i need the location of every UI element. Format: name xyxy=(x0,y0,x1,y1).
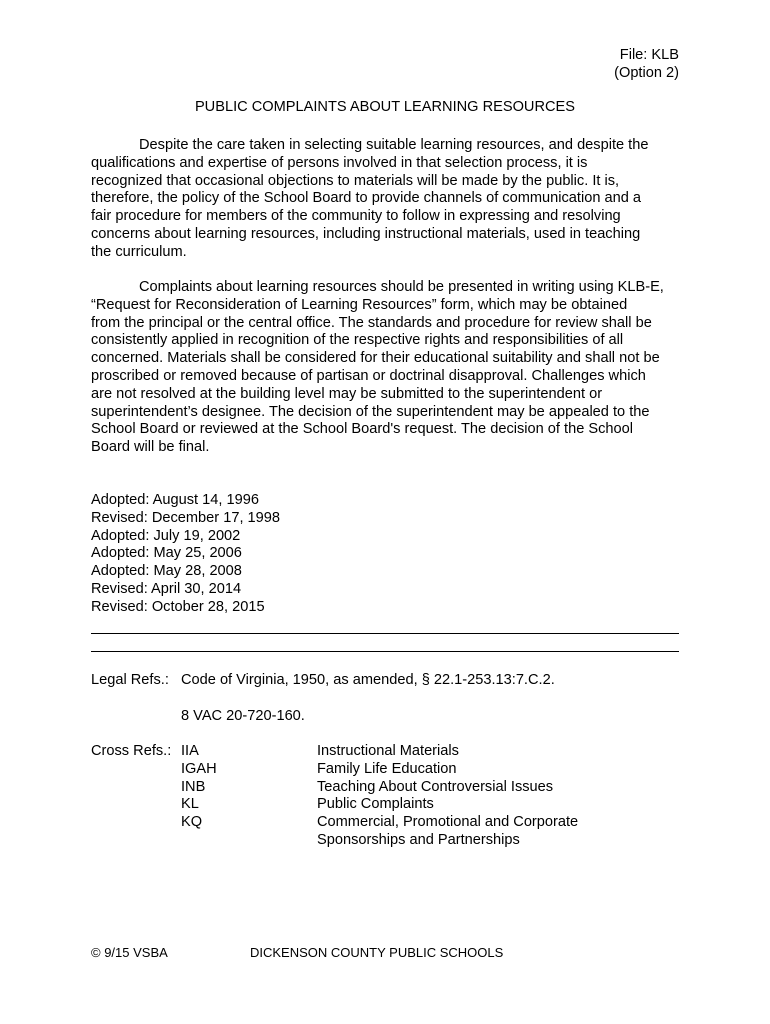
cross-ref-code: IGAH xyxy=(181,760,217,777)
paragraph-line: the curriculum. xyxy=(91,243,187,260)
cross-ref-code: KL xyxy=(181,796,199,813)
paragraph-line: consistently applied in recognition of the respective rights and responsibilities of all xyxy=(91,332,624,349)
history-entry: Revised: October 28, 2015 xyxy=(91,598,265,615)
paragraph-line: Complaints about learning resources should be presented in writing using KLB-E, xyxy=(139,279,664,295)
legal-refs-label: Legal Refs.: xyxy=(91,672,169,688)
paragraph-line: therefore, the policy of the School Board to provide channels of communication and a xyxy=(91,190,642,207)
cross-refs-label: Cross Refs.: xyxy=(91,743,172,759)
cross-ref-title: Commercial, Promotional and Corporate xyxy=(317,814,579,831)
cross-ref-code: INB xyxy=(181,778,206,795)
file-option: (Option 2) xyxy=(614,64,679,81)
cross-ref-title: Instructional Materials xyxy=(317,743,459,759)
cross-ref-titles xyxy=(317,743,578,850)
history-entry: Revised: April 30, 2014 xyxy=(91,580,242,597)
paragraph-line: qualifications and expertise of persons involved in that selection process, it is xyxy=(91,154,588,171)
cross-ref-title: Family Life Education xyxy=(317,760,457,777)
legal-ref-item: Code of Virginia, 1950, as amended, § 22.1-253.13:7.C.2. xyxy=(181,672,555,688)
file-code: File: KLB xyxy=(619,47,679,63)
history-entry: Adopted: July 19, 2002 xyxy=(91,527,241,544)
legal-ref-item: 8 VAC 20-720-160. xyxy=(181,708,305,724)
paragraph-line: proscribed or removed because of partisan or doctrinal disapproval. Challenges which xyxy=(91,367,646,384)
history-entry: Adopted: August 14, 1996 xyxy=(91,492,259,508)
history-entry: Adopted: May 25, 2006 xyxy=(91,545,242,562)
cross-ref-title: Sponsorships and Partnerships xyxy=(317,831,520,848)
revision-history xyxy=(91,492,280,617)
divider-bottom xyxy=(91,651,679,652)
paragraph-line: concerned. Materials shall be considered for their educational suitability and shall not be xyxy=(91,350,660,367)
paragraph-line: Board will be final. xyxy=(91,439,210,456)
cross-ref-title: Public Complaints xyxy=(317,796,434,813)
history-entry: Adopted: May 28, 2008 xyxy=(91,563,242,580)
history-entry: Revised: December 17, 1998 xyxy=(91,509,281,526)
paragraph-line: concerns about learning resources, including instructional materials, used in teaching xyxy=(91,225,641,242)
paragraph-line: from the principal or the central office. The standards and procedure for review shall be xyxy=(91,314,652,331)
paragraph-line: School Board or reviewed at the School Board's request. The decision of the School xyxy=(91,421,633,438)
footer-copyright: © 9/15 VSBA xyxy=(91,945,168,960)
cross-ref-title: Teaching About Controversial Issues xyxy=(317,778,554,795)
cross-ref-code: IIA xyxy=(181,743,199,759)
cross-ref-codes xyxy=(181,743,217,832)
paragraph-line: superintendent’s designee. The decision of the superintendent may be appealed to the xyxy=(91,403,650,420)
paragraph-line: Despite the care taken in selecting suitable learning resources, and despite the xyxy=(139,137,649,153)
cross-ref-code: KQ xyxy=(181,814,203,831)
paragraph-line: are not resolved at the building level may be submitted to the superintendent or xyxy=(91,385,603,402)
paragraph-2 xyxy=(91,279,681,457)
paragraph-line: fair procedure for members of the community to follow in expressing and resolving xyxy=(91,208,621,225)
divider-top xyxy=(91,633,679,634)
paragraph-line: recognized that occasional objections to materials will be made by the public. It is, xyxy=(91,172,620,189)
file-header xyxy=(614,47,679,83)
footer-district: DICKENSON COUNTY PUBLIC SCHOOLS xyxy=(250,945,504,960)
paragraph-line: “Request for Reconsideration of Learning Resources” form, which may be obtained xyxy=(91,296,628,313)
document-title: PUBLIC COMPLAINTS ABOUT LEARNING RESOURCES xyxy=(194,99,576,115)
paragraph-1 xyxy=(91,137,681,262)
